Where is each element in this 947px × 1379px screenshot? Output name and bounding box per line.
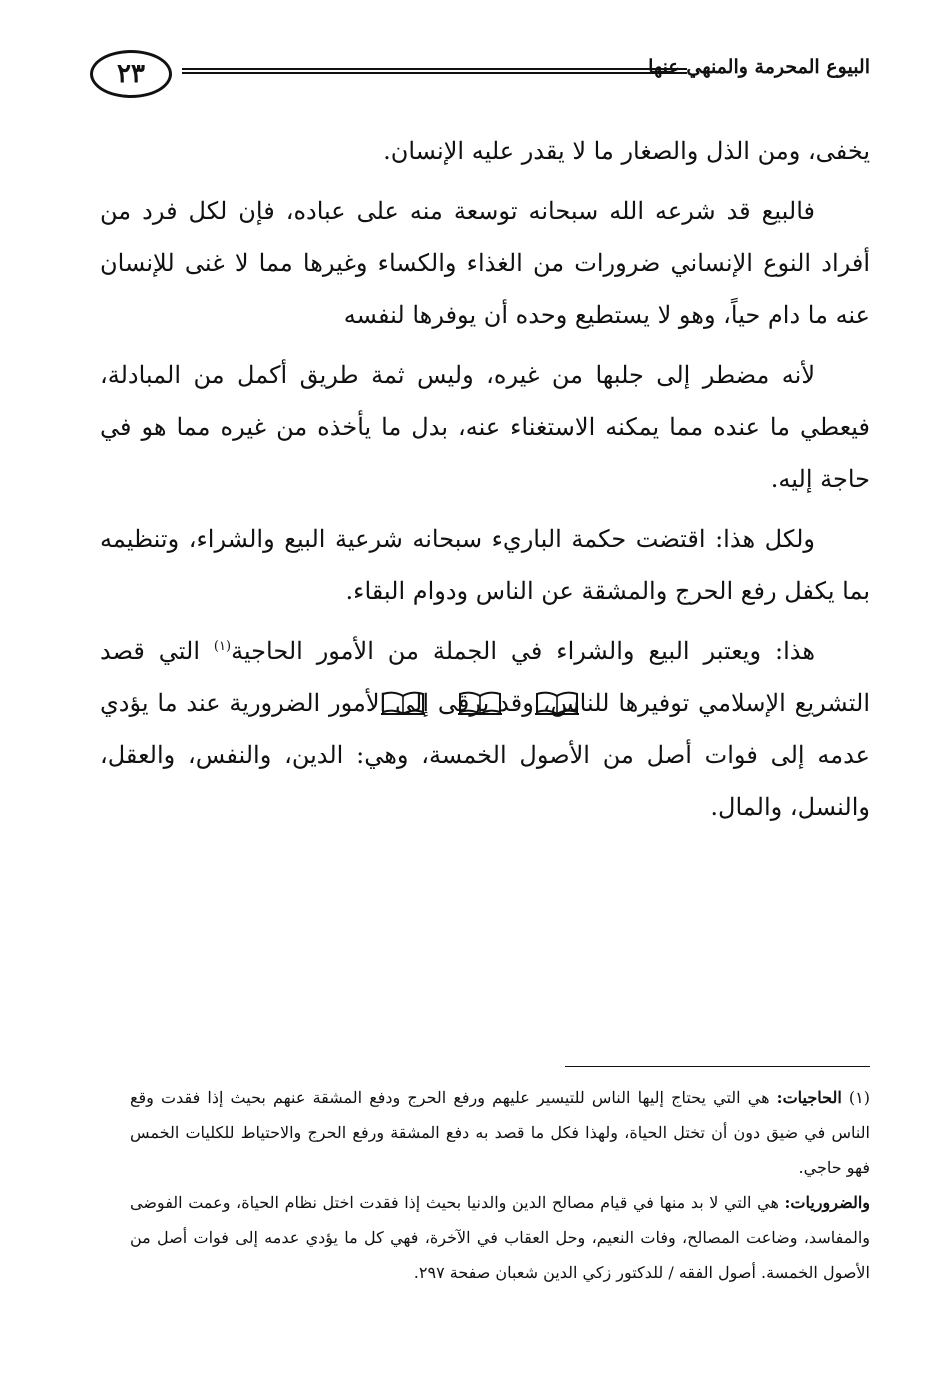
paragraph-4: ولكل هذا: اقتضت حكمة الباريء سبحانه شرعية البيع والشراء، وتنظيمه بما يكفل رفع الحرج والمشقة عن الناس ودوام البقاء. <box>100 525 870 605</box>
page-number: ٢٣ <box>90 50 172 98</box>
paragraph-2: فالبيع قد شرعه الله سبحانه توسعة منه على عباده، فإن لكل فرد من أفراد النوع الإنساني ضرورات من الغذاء والكساء وغيرها مما لا غنى للإنسان عنه ما دام حياً، وهو لا يستطيع وحده أن يوفرها لنفسه <box>100 197 870 329</box>
footnote-1-term: الحاجيات: <box>776 1088 842 1107</box>
section-ornament <box>380 690 580 722</box>
footnote-1-marker: (١) <box>841 1088 871 1107</box>
footnotes <box>130 1080 870 1290</box>
footnote-separator <box>565 1066 870 1067</box>
open-book-icon <box>457 690 503 716</box>
paragraph-5-text-start: هذا: ويعتبر البيع والشراء في الجملة من الأمور الحاجية <box>231 637 815 665</box>
paragraph-3: لأنه مضطر إلى جلبها من غيره، وليس ثمة طريق أكمل من المبادلة، فيعطي ما عنده مما يمكنه الاستغناء عنه، بدل ما يأخذه من غيره مما هو في حاجة إليه. <box>100 361 870 493</box>
header-rule <box>182 68 687 74</box>
paragraph-5 <box>100 625 870 833</box>
footnote-1-text: هي التي يحتاج إليها الناس للتيسير عليهم ورفع الحرج ودفع المشقة عنهم بحيث إذا فقدت وقع الناس في ضيق دون أن تختل الحياة، ولهذا فكل ما قصد به دفع المشقة ورفع الحرج والاحتياط للكليات الخمس فهو حاجي. <box>130 1088 870 1177</box>
footnote-2-term: والضروريات: <box>784 1193 870 1212</box>
paragraph-1: يخفى، ومن الذل والصغار ما لا يقدر عليه الإنسان. <box>383 137 870 165</box>
footnote-2 <box>130 1185 870 1290</box>
running-title: البيوع المحرمة والمنهي عنها <box>648 56 870 78</box>
page-header <box>90 50 870 106</box>
open-book-icon <box>380 690 426 716</box>
paragraph-5-text-end: التي قصد التشريع الإسلامي توفيرها للناس، وقد يرقى إلى الأمور الضرورية عند ما يؤدي عدمه إلى فوات أصل من الأصول الخمسة، وهي: الدين، والنفس، والعقل، والنسل، والمال. <box>100 637 870 821</box>
open-book-icon <box>534 690 580 716</box>
footnote-reference[interactable]: (١) <box>213 639 232 654</box>
footnote-2-text: هي التي لا بد منها في قيام مصالح الدين والدنيا بحيث إذا فقدت اختل نظام الحياة، وعمت الفوضى والمفاسد، وضاعت المصالح، وفات النعيم، وحل العقاب في الآخرة، فهي كل ما يؤدي عدمه إلى فوات أصل من الأصول الخمسة. أصول الفقه / للدكتور زكي الدين شعبان صفحة ٢٩٧. <box>130 1193 870 1282</box>
body-text <box>100 125 870 841</box>
footnote-1 <box>130 1080 870 1185</box>
